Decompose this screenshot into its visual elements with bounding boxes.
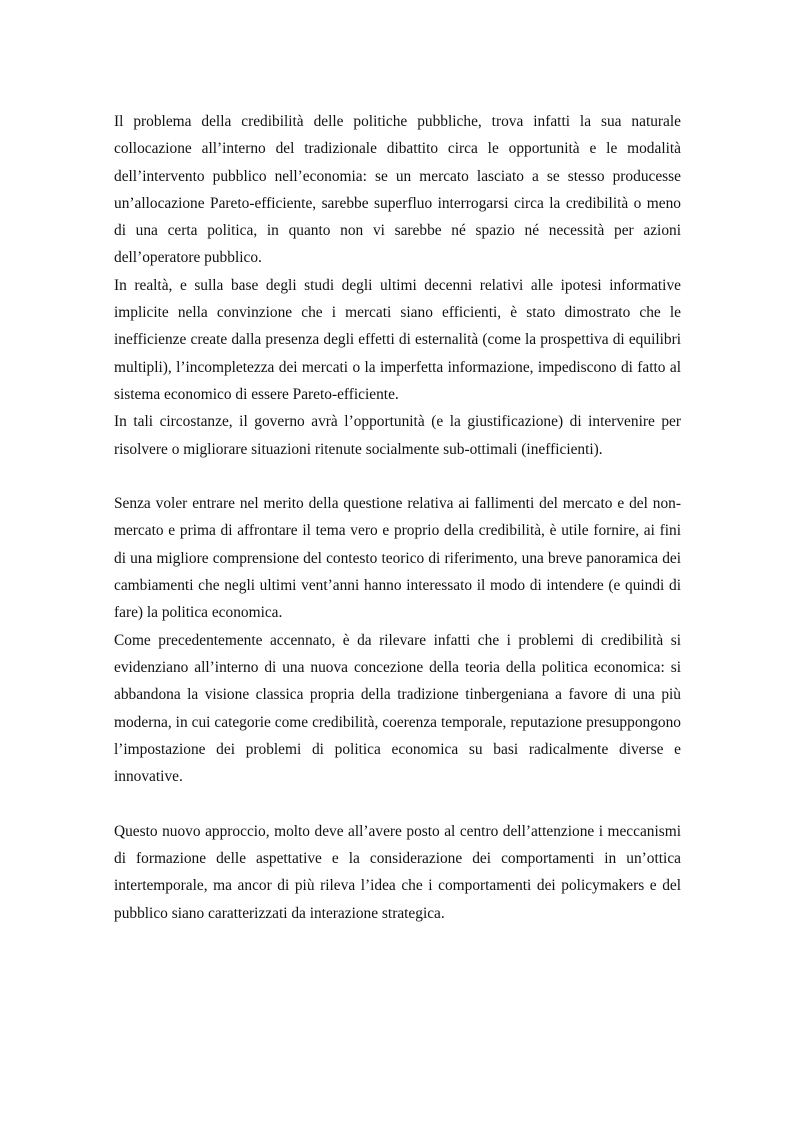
- paragraph: Questo nuovo approccio, molto deve all’avere posto al centro dell’attenzione i meccanismi di formazione delle aspettative e la considerazione dei comportamenti in un’ottica intertemporale, ma ancor di più rileva l’idea che i comportamenti dei policymakers e del pubblico siano caratterizzati da interazione strategica.: [114, 822, 681, 922]
- paragraph-spacer: [114, 790, 681, 817]
- paragraph: In realtà, e sulla base degli studi degli ultimi decenni relativi alle ipotesi informative implicite nella convinzione che i mercati siano efficienti, è stato dimostrato che le inefficienze create dalla presenza degli effetti di esternalità (come la prospettiva di equilibri multipli), l’incompletezza dei mercati o la imperfetta informazione, impediscono di fatto al sistema economico di essere Pareto-efficiente.: [114, 276, 681, 403]
- paragraph-spacer: [114, 463, 681, 490]
- paragraph: Il problema della credibilità delle politiche pubbliche, trova infatti la sua naturale collocazione all’interno del tradizionale dibattito circa le opportunità e le modalità dell’intervento pubblico nell’economia: se un mercato lasciato a se stesso producesse un’allocazione Pareto-efficiente, sarebbe superfluo interrogarsi circa la credibilità o meno di una certa politica, in quanto non vi sarebbe né spazio né necessità per azioni dell’operatore pubblico.: [114, 113, 681, 267]
- paragraph: Come precedentemente accennato, è da rilevare infatti che i problemi di credibilità si evidenziano all’interno di una nuova concezione della teoria della politica economica: si abbandona la visione classica propria della tradizione tinbergeniana a favore di una più moderna, in cui categorie come credibilità, coerenza temporale, reputazione presuppongono l’impostazione dei problemi di politica economica su basi radicalmente diverse e innovative.: [114, 631, 681, 786]
- paragraph: In tali circostanze, il governo avrà l’opportunità (e la giustificazione) di intervenire per risolvere o migliorare situazioni ritenute socialmente sub-ottimali (inefficienti).: [114, 413, 681, 458]
- body-text: [114, 108, 681, 927]
- paragraph: Senza voler entrare nel merito della questione relativa ai fallimenti del mercato e del non-mercato e prima di affrontare il tema vero e proprio della credibilità, è utile fornire, ai fini di una migliore comprensione del contesto teorico di riferimento, una breve panoramica dei cambiamenti che negli ultimi vent’anni hanno interessato il modo di intendere (e quindi di fare) la politica economica.: [114, 495, 681, 622]
